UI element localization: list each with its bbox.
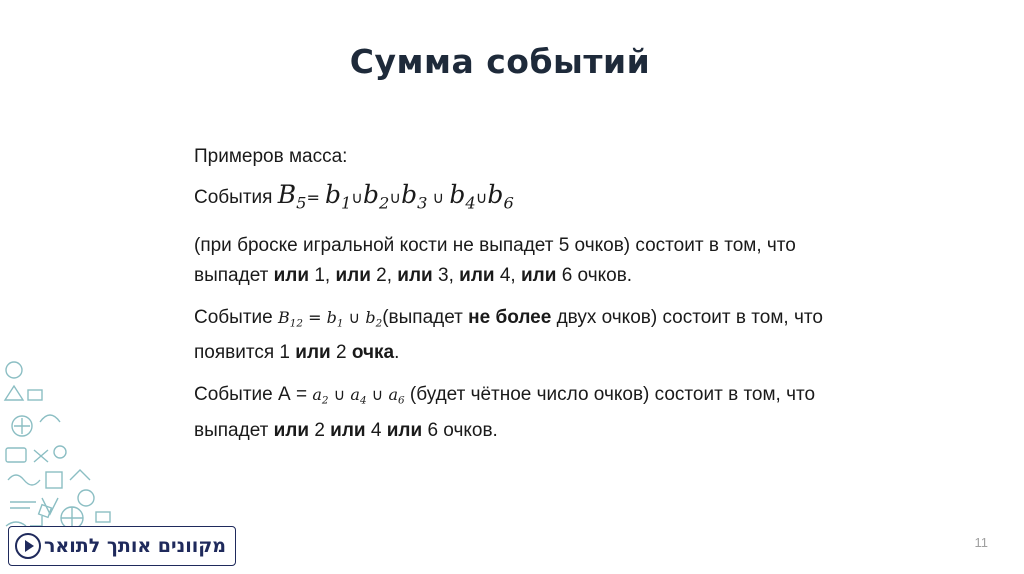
keyword-or: или [273,264,310,286]
math-subscript: 2 [375,317,383,330]
math-symbol: b [324,180,341,209]
intro-line: Примеров масса: [194,146,348,167]
text: 1, [309,264,336,286]
text: Событие А = [194,384,313,406]
math-subscript: 6 [503,193,514,213]
math-subscript: 12 [289,317,303,330]
keyword-or: или [520,264,557,286]
text: 3, [432,264,460,286]
text: 2 [330,342,352,364]
slide-content [194,142,914,446]
math-subscript: 1 [336,317,344,330]
text: (будет чётное число очков) состоит в том, что [404,384,816,406]
keyword-or: или [335,264,371,286]
union-operator: ∪ [427,188,450,207]
paragraph-1-line-2 [194,261,914,291]
math-subscript: 3 [417,193,428,213]
event-label: События [194,187,278,208]
paragraph-2-line-1 [194,303,914,339]
keyword-or: или [295,342,331,364]
math-symbol: B [277,180,297,209]
union-operator: ∪ [366,385,389,405]
keyword-or: или [386,419,423,441]
math-subscript: 4 [359,394,367,407]
paragraph-2-line-2 [194,338,914,368]
text: 2, [370,264,398,286]
paragraph-1-line-1: (при броске игральной кости не выпадет 5 очков) состоит в том, что [194,234,796,256]
math-symbol: b [401,180,418,209]
math-subscript: 2 [321,394,329,407]
text: появится 1 [194,342,296,364]
formula-b12 [278,307,383,330]
math-subscript: 2 [379,193,390,213]
event-b5-line [194,180,914,219]
math-symbol: b [326,307,337,327]
keyword-or: или [397,264,433,286]
union-operator: ∪ [389,188,402,207]
paragraph-3-line-2 [194,416,914,446]
math-symbol: a [312,385,322,405]
formula-a [312,385,405,407]
keyword-points: очка [351,342,395,364]
text: 2 [309,419,331,441]
union-operator: ∪ [343,307,366,327]
text: 6 очков. [556,264,633,286]
math-subscript: 6 [398,394,405,407]
text: выпадет [194,419,274,441]
math-symbol: b [449,180,466,209]
math-operator: = [303,307,327,327]
math-symbol: b [365,307,376,327]
play-icon [15,533,41,559]
text: 4 [365,419,387,441]
keyword-no-more: не более [468,306,552,328]
math-subscript: 1 [340,193,352,213]
math-symbol: a [350,385,360,405]
text: двух очков) состоит в том, что [551,306,823,328]
text: выпадет [194,264,274,286]
union-operator: ∪ [328,385,351,405]
math-subscript: 5 [296,193,307,213]
keyword-or: или [459,264,495,286]
text: Событие [194,306,278,328]
page-number: 11 [974,535,988,550]
math-symbol: a [388,385,398,405]
math-subscript: 4 [465,193,476,213]
keyword-or: или [273,419,310,441]
slide-title: Сумма событий [349,42,651,81]
brand-logo-text: מקוונים אותך לתואר [43,535,227,557]
union-operator: ∪ [475,188,488,207]
text: (выпадет [382,306,469,328]
math-symbol: b [363,180,380,209]
text: . [394,342,400,364]
text: 4, [494,264,521,286]
math-operator: = [306,188,325,207]
formula-b5 [277,180,514,213]
brand-logo[interactable] [8,526,236,566]
math-symbol: b [487,180,504,209]
math-symbol: B [278,307,290,327]
text: 6 очков. [422,419,498,441]
keyword-or: или [330,419,366,441]
union-operator: ∪ [351,188,364,207]
paragraph-3-line-1 [194,380,914,416]
